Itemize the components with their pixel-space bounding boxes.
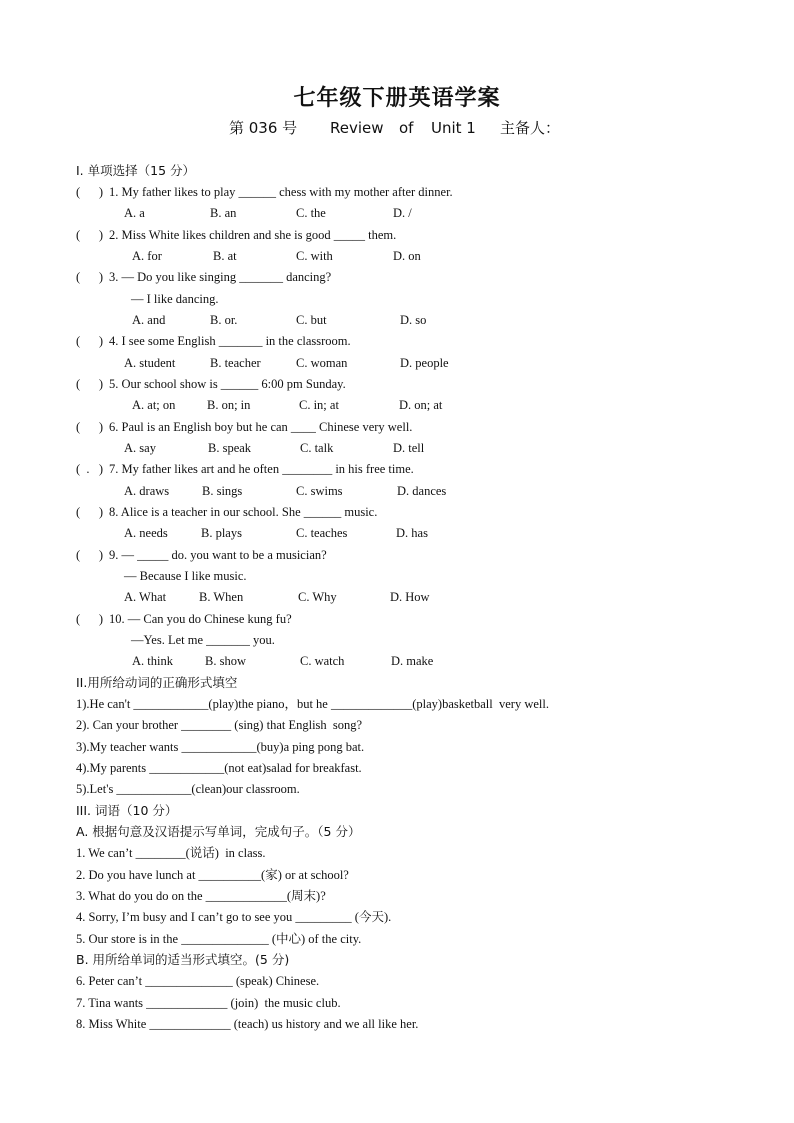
word-item: 7. Tina wants _____________ (join) the music club. xyxy=(76,996,341,1010)
option-c: C. talk xyxy=(300,441,334,455)
answer-blank: ( ) xyxy=(76,505,104,519)
question-text: 5. Our school show is ______ 6:00 pm Sunday. xyxy=(109,377,346,391)
options-row xyxy=(0,204,794,222)
option-b: B. on; in xyxy=(207,398,251,412)
answer-blank: ( ) xyxy=(76,185,104,199)
reply-text: —Yes. Let me _______ you. xyxy=(131,633,275,647)
option-a: A. say xyxy=(124,441,156,455)
issue-number: 第 036 号 xyxy=(229,119,298,137)
option-c: C. teaches xyxy=(296,526,348,540)
options-row xyxy=(0,439,794,457)
fill-in-item: 4).My parents ____________(not eat)salad for breakfast. xyxy=(76,761,362,775)
option-a: A. draws xyxy=(124,484,170,498)
options-row xyxy=(0,588,794,606)
preparer-label: 主备人： xyxy=(500,119,561,137)
option-a: A. and xyxy=(132,313,166,327)
option-d: D. has xyxy=(396,526,428,540)
option-d: D. people xyxy=(400,356,449,370)
section3-heading: III. 词语（10 分） xyxy=(76,803,178,818)
options-row xyxy=(0,311,794,329)
option-b: B. When xyxy=(199,590,244,604)
option-b: B. speak xyxy=(208,441,252,455)
option-d: D. make xyxy=(391,654,434,668)
subtitle-row xyxy=(0,117,794,139)
question-text: 1. My father likes to play ______ chess with my mother after dinner. xyxy=(109,185,453,199)
question-row xyxy=(76,375,716,393)
part-a-heading: A. 根据句意及汉语提示写单词，完成句子。（5 分） xyxy=(76,824,361,839)
option-b: B. teacher xyxy=(210,356,261,370)
option-a: A. at; on xyxy=(132,398,176,412)
fill-in-item: 3).My teacher wants ____________(buy)a ping pong bat. xyxy=(76,740,365,754)
word-item: 6. Peter can’t ______________ (speak) Chinese. xyxy=(76,974,320,988)
options-row xyxy=(0,652,794,670)
reply-text: — I like dancing. xyxy=(131,292,219,306)
options-row xyxy=(0,396,794,414)
page-title: 七年级下册英语学案 xyxy=(293,86,501,111)
answer-blank: ( ) xyxy=(76,612,104,626)
fill-in-item: 5).Let's ____________(clean)our classroom. xyxy=(76,782,300,796)
question-text: 2. Miss White likes children and she is good _____ them. xyxy=(109,228,397,242)
option-b: B. or. xyxy=(210,313,238,327)
question-row xyxy=(76,226,716,244)
answer-blank: ( ) xyxy=(76,377,104,391)
option-d: D. / xyxy=(393,206,412,220)
option-b: B. show xyxy=(205,654,246,668)
unit-label: Unit 1 xyxy=(431,119,476,137)
option-d: D. dances xyxy=(397,484,447,498)
option-c: C. the xyxy=(296,206,326,220)
answer-blank: ( . ) xyxy=(76,462,104,476)
options-row xyxy=(0,524,794,542)
option-d: D. on; at xyxy=(399,398,443,412)
option-c: C. with xyxy=(296,249,333,263)
fill-in-item: 1).He can't ____________(play)the piano，but he _____________(play)basketball very well. xyxy=(76,697,549,711)
word-item: 2. Do you have lunch at __________(家) or at school? xyxy=(76,868,349,882)
question-row xyxy=(76,546,716,564)
question-text: 7. My father likes art and he often ________ in his free time. xyxy=(109,462,414,476)
question-text: 10. — Can you do Chinese kung fu? xyxy=(109,612,292,626)
question-text: 6. Paul is an English boy but he can ____ Chinese very well. xyxy=(109,420,413,434)
of-label: of xyxy=(399,119,414,137)
question-text: 8. Alice is a teacher in our school. She ______ music. xyxy=(109,505,378,519)
option-d: D. so xyxy=(400,313,427,327)
question-text: 9. — _____ do. you want to be a musician? xyxy=(109,548,327,562)
options-row xyxy=(0,482,794,500)
answer-blank: ( ) xyxy=(76,228,104,242)
question-text: 3. — Do you like singing _______ dancing? xyxy=(109,270,332,284)
option-b: B. sings xyxy=(202,484,243,498)
option-a: A. for xyxy=(132,249,162,263)
option-a: A. think xyxy=(132,654,173,668)
reply-text: — Because I like music. xyxy=(124,569,247,583)
option-c: C. Why xyxy=(298,590,337,604)
word-item: 8. Miss White _____________ (teach) us history and we all like her. xyxy=(76,1017,419,1031)
answer-blank: ( ) xyxy=(76,548,104,562)
question-row xyxy=(76,332,716,350)
option-b: B. at xyxy=(213,249,237,263)
option-a: A. What xyxy=(124,590,167,604)
question-row xyxy=(76,503,716,521)
option-c: C. swims xyxy=(296,484,343,498)
answer-blank: ( ) xyxy=(76,420,104,434)
answer-blank: ( ) xyxy=(76,334,104,348)
question-row xyxy=(76,610,716,628)
option-d: D. on xyxy=(393,249,421,263)
word-item: 5. Our store is in the ______________ (中心) of the city. xyxy=(76,932,362,946)
option-a: A. student xyxy=(124,356,176,370)
word-item: 4. Sorry, I’m busy and I can’t go to see you _________ (今天). xyxy=(76,910,392,924)
question-row xyxy=(76,268,716,286)
option-c: C. but xyxy=(296,313,327,327)
option-d: D. tell xyxy=(393,441,425,455)
option-d: D. How xyxy=(390,590,430,604)
option-a: A. a xyxy=(124,206,145,220)
question-text: 4. I see some English _______ in the classroom. xyxy=(109,334,351,348)
section1-heading: I. 单项选择（15 分） xyxy=(76,163,196,178)
word-item: 1. We can’t ________(说话) in class. xyxy=(76,846,266,860)
section2-heading: II.用所给动词的正确形式填空 xyxy=(76,675,238,690)
answer-blank: ( ) xyxy=(76,270,104,284)
option-a: A. needs xyxy=(124,526,168,540)
options-row xyxy=(0,247,794,265)
options-row xyxy=(0,354,794,372)
option-c: C. watch xyxy=(300,654,345,668)
word-item: 3. What do you do on the _____________(周末)? xyxy=(76,889,326,903)
fill-in-item: 2). Can your brother ________ (sing) that English song? xyxy=(76,718,363,732)
part-b-heading: B. 用所给单词的适当形式填空。(5 分) xyxy=(76,952,290,967)
review-label: Review xyxy=(330,119,384,137)
option-c: C. in; at xyxy=(299,398,339,412)
option-b: B. plays xyxy=(201,526,242,540)
question-row xyxy=(76,418,716,436)
question-row xyxy=(76,183,716,201)
option-c: C. woman xyxy=(296,356,348,370)
option-b: B. an xyxy=(210,206,237,220)
question-row xyxy=(76,460,716,478)
